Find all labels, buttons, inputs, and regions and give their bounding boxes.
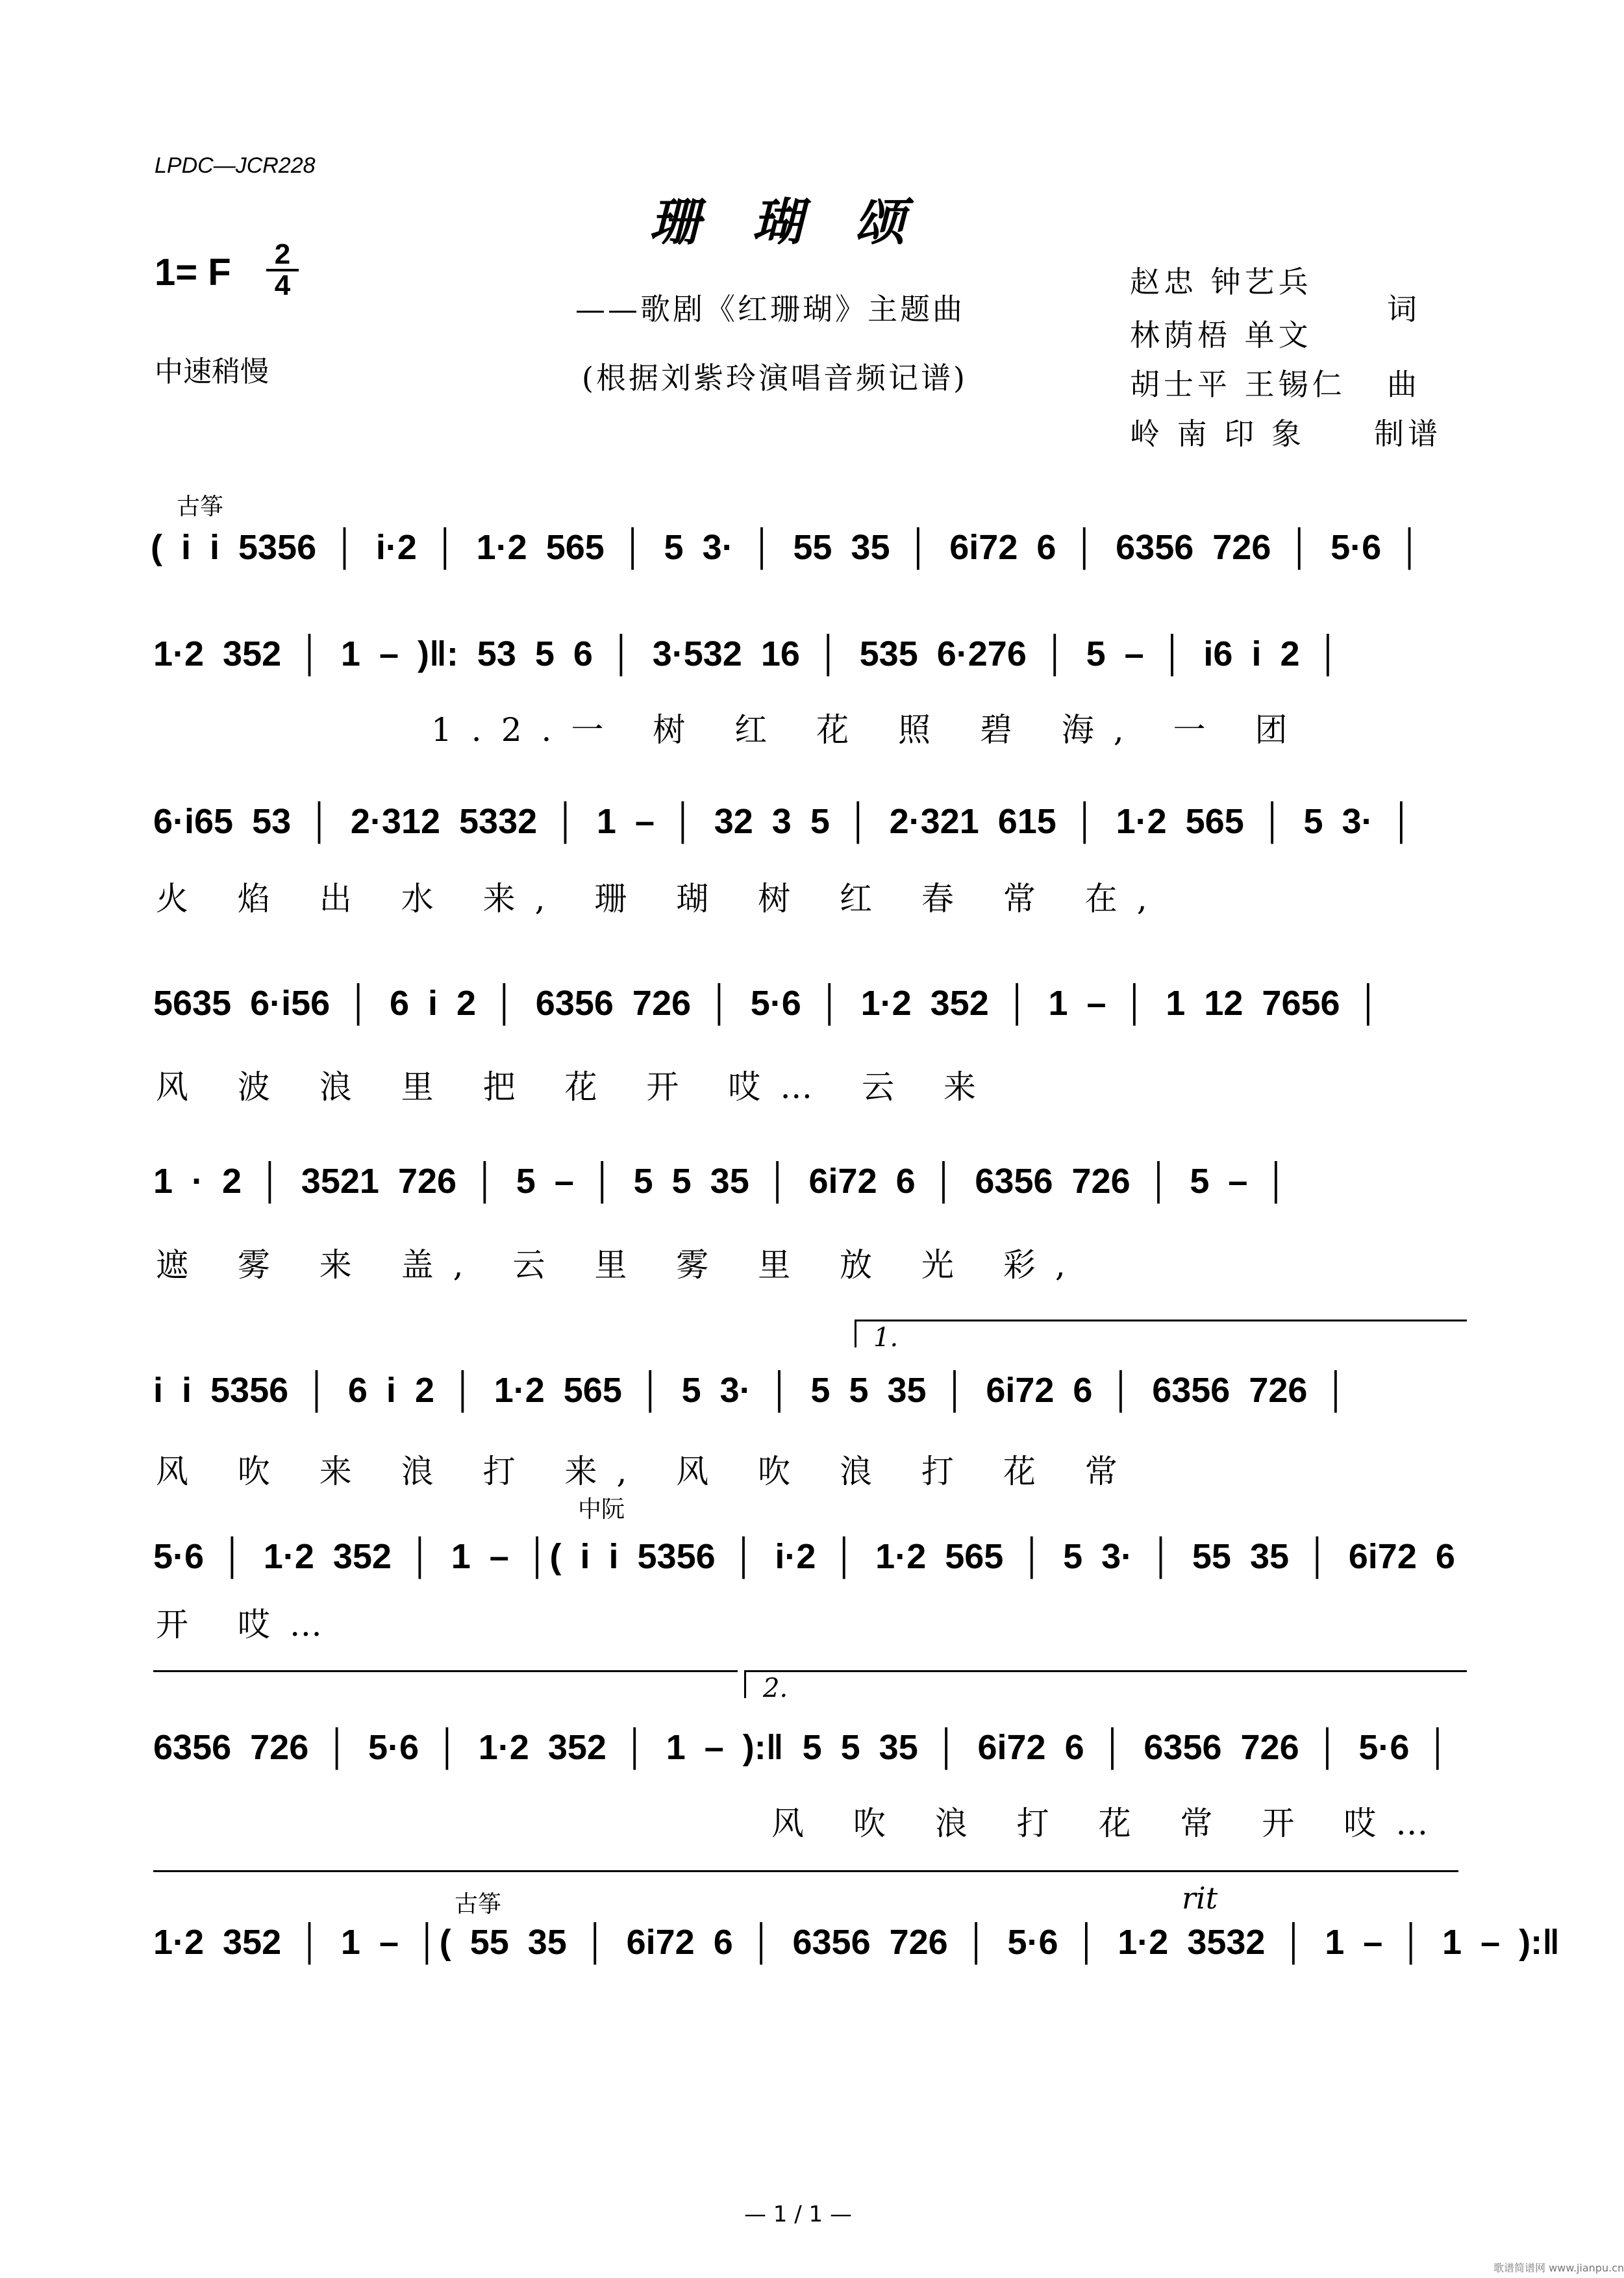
instrument-guzheng-outro: 古筝 (455, 1891, 502, 1918)
lyrics-line-2: 1.2.一 树 红 花 照 碧 海, 一 团 (431, 711, 1307, 749)
score-line-9: 1·2 352 │ 1 – │( 55 35 │ 6i72 6 │ 6356 726 │ 5·6 │ 1·2 3532 │ 1 – │ 1 – ):‖ (153, 1923, 1560, 1962)
time-signature-top: 2 (274, 238, 291, 270)
score-line-5: 1 · 2 │ 3521 726 │ 5 – │ 5 5 35 │ 6i72 6 │ 6356 726 │ 5 – │ (153, 1162, 1289, 1201)
score-line-1: ( i i 5356 │ i·2 │ 1·2 565 │ 5 3· │ 55 35 │ 6i72 6 │ 6356 726 │ 5·6 │ (151, 528, 1422, 567)
volta-first-ending-a (855, 1320, 1467, 1353)
volta-label-2: 2. (763, 1673, 788, 1703)
transcriber: 岭 南 印 象 (1130, 416, 1305, 451)
lyrics-line-4: 风 波 浪 里 把 花 开 哎… 云 来 (156, 1068, 996, 1106)
ritardando-marking: rit (1182, 1881, 1218, 1916)
instrument-guzheng-intro: 古筝 (177, 494, 224, 520)
transcription-note: (根据刘紫玲演唱音频记谱) (582, 360, 968, 395)
volta-second-ending-continued (153, 1870, 1458, 1872)
time-signature (266, 238, 299, 301)
time-signature-bottom: 4 (274, 269, 291, 301)
composers-role: 曲 (1387, 367, 1421, 402)
page-number: — 1 / 1 — (744, 2201, 852, 2227)
lyrics-line-6: 风 吹 来 浪 打 来, 风 吹 浪 打 花 常 (156, 1453, 1137, 1490)
transcriber-role: 制谱 (1374, 416, 1442, 451)
lyricists-line1: 赵忠 钟艺兵 (1130, 264, 1312, 299)
instrument-zhongruan: 中阮 (578, 1496, 625, 1523)
score-line-3: 6·i65 53 │ 2·312 5332 │ 1 – │ 32 3 5 │ 2·321 615 │ 1·2 565 │ 5 3· │ (153, 802, 1414, 841)
composers: 胡士平 王锡仁 (1130, 367, 1346, 402)
catalog-code: LPDC—JCR228 (155, 153, 316, 178)
site-watermark: 歌谱简谱网 www.jianpu.cn (1493, 2262, 1624, 2274)
score-line-4: 5635 6·i56 │ 6 i 2 │ 6356 726 │ 5·6 │ 1·2 352 │ 1 – │ 1 12 7656 │ (153, 984, 1381, 1023)
key-signature: 1= F (155, 251, 231, 294)
lyrics-line-7: 开 哎… (156, 1606, 342, 1644)
page-title: 珊瑚颂 (649, 193, 958, 252)
lyricists-line2: 林荫梧 单文 (1130, 318, 1312, 353)
score-line-2: 1·2 352 │ 1 – )‖: 53 5 6 │ 3·532 16 │ 535 6·276 │ 5 – │ i6 i 2 │ (153, 634, 1341, 673)
score-line-6: i i 5356 │ 6 i 2 │ 1·2 565 │ 5 3· │ 5 5 35 │ 6i72 6 │ 6356 726 │ (153, 1371, 1349, 1410)
volta-second-ending (744, 1670, 1467, 1703)
volta-first-ending-b (153, 1670, 738, 1672)
lyricists-role: 词 (1387, 292, 1421, 327)
lyrics-line-3: 火 焰 出 水 来, 珊 瑚 树 红 春 常 在, (156, 880, 1167, 918)
score-line-7: 5·6 │ 1·2 352 │ 1 – │( i i 5356 │ i·2 │ 1·2 565 │ 5 3· │ 55 35 │ 6i72 6 (153, 1537, 1455, 1576)
lyrics-line-8: 风 吹 浪 打 花 常 开 哎… (771, 1805, 1448, 1842)
score-line-8: 6356 726 │ 5·6 │ 1·2 352 │ 1 – ):‖ 5 5 35 │ 6i72 6 │ 6356 726 │ 5·6 │ (153, 1728, 1451, 1767)
tempo-marking: 中速稍慢 (155, 355, 269, 388)
subtitle: ——歌剧《红珊瑚》主题曲 (575, 292, 965, 327)
volta-label-1a: 1. (873, 1323, 899, 1353)
lyrics-line-5: 遮 雾 来 盖, 云 里 雾 里 放 光 彩, (156, 1246, 1085, 1284)
